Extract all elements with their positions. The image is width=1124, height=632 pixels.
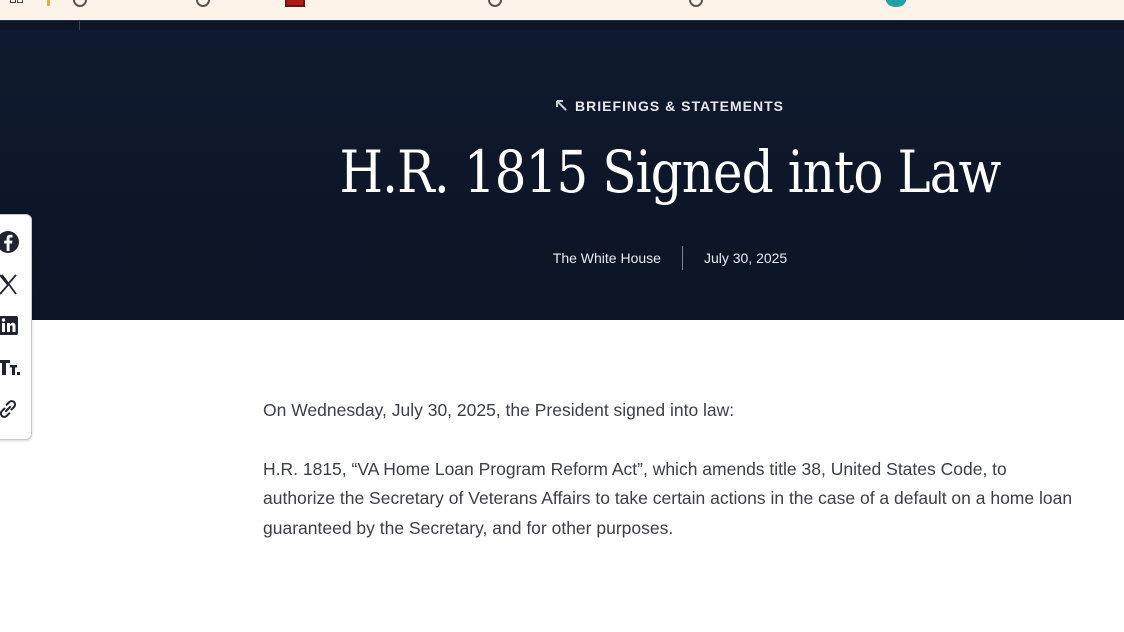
breadcrumb[interactable]	[216, 98, 1124, 114]
page-title: H.R. 1815 Signed into Law	[339, 138, 1001, 206]
bookmark-globe-icon[interactable]	[488, 0, 502, 7]
arrow-up-left-icon	[556, 99, 567, 114]
share-facebook-button[interactable]	[0, 230, 25, 258]
article-paragraph: H.R. 1815, “VA Home Loan Program Reform Act”, which amends title 38, United States Code, to authorize the Secretary of Veterans Affairs to take certain actions in the case of a default on a home loan guaranteed by the Secretary, and for other purposes.	[263, 458, 1073, 538]
text-size-icon	[0, 354, 21, 385]
article-hero	[0, 30, 1124, 320]
share-x-button[interactable]	[0, 272, 25, 300]
meta-divider	[682, 246, 683, 270]
link-icon	[0, 396, 21, 427]
x-icon	[0, 271, 21, 302]
copy-link-button[interactable]	[0, 397, 25, 425]
bookmark-globe-icon[interactable]	[196, 0, 210, 7]
article-meta	[216, 246, 1124, 270]
facebook-icon	[0, 229, 21, 260]
header-divider	[79, 21, 80, 30]
breadcrumb-label[interactable]: BRIEFINGS & STATEMENTS	[575, 98, 784, 114]
bookmark-globe-icon[interactable]	[689, 0, 703, 7]
linkedin-icon	[0, 312, 21, 343]
article-paragraph: On Wednesday, July 30, 2025, the President signed into law:	[263, 400, 735, 420]
bookmark-red-logo-icon[interactable]	[285, 0, 305, 7]
bookmarks-bar	[0, 0, 1124, 21]
article-date: July 30, 2025	[703, 250, 788, 266]
article-author: The White House	[552, 250, 661, 266]
bookmark-yellow-icon[interactable]	[47, 0, 50, 6]
share-linkedin-button[interactable]	[0, 313, 25, 341]
apps-grid-icon[interactable]	[10, 0, 26, 7]
article-body	[263, 396, 1083, 572]
bookmark-teal-logo-icon[interactable]	[886, 0, 906, 7]
share-rail	[0, 214, 32, 440]
text-size-button[interactable]	[0, 355, 25, 383]
bookmark-globe-icon[interactable]	[73, 0, 87, 7]
